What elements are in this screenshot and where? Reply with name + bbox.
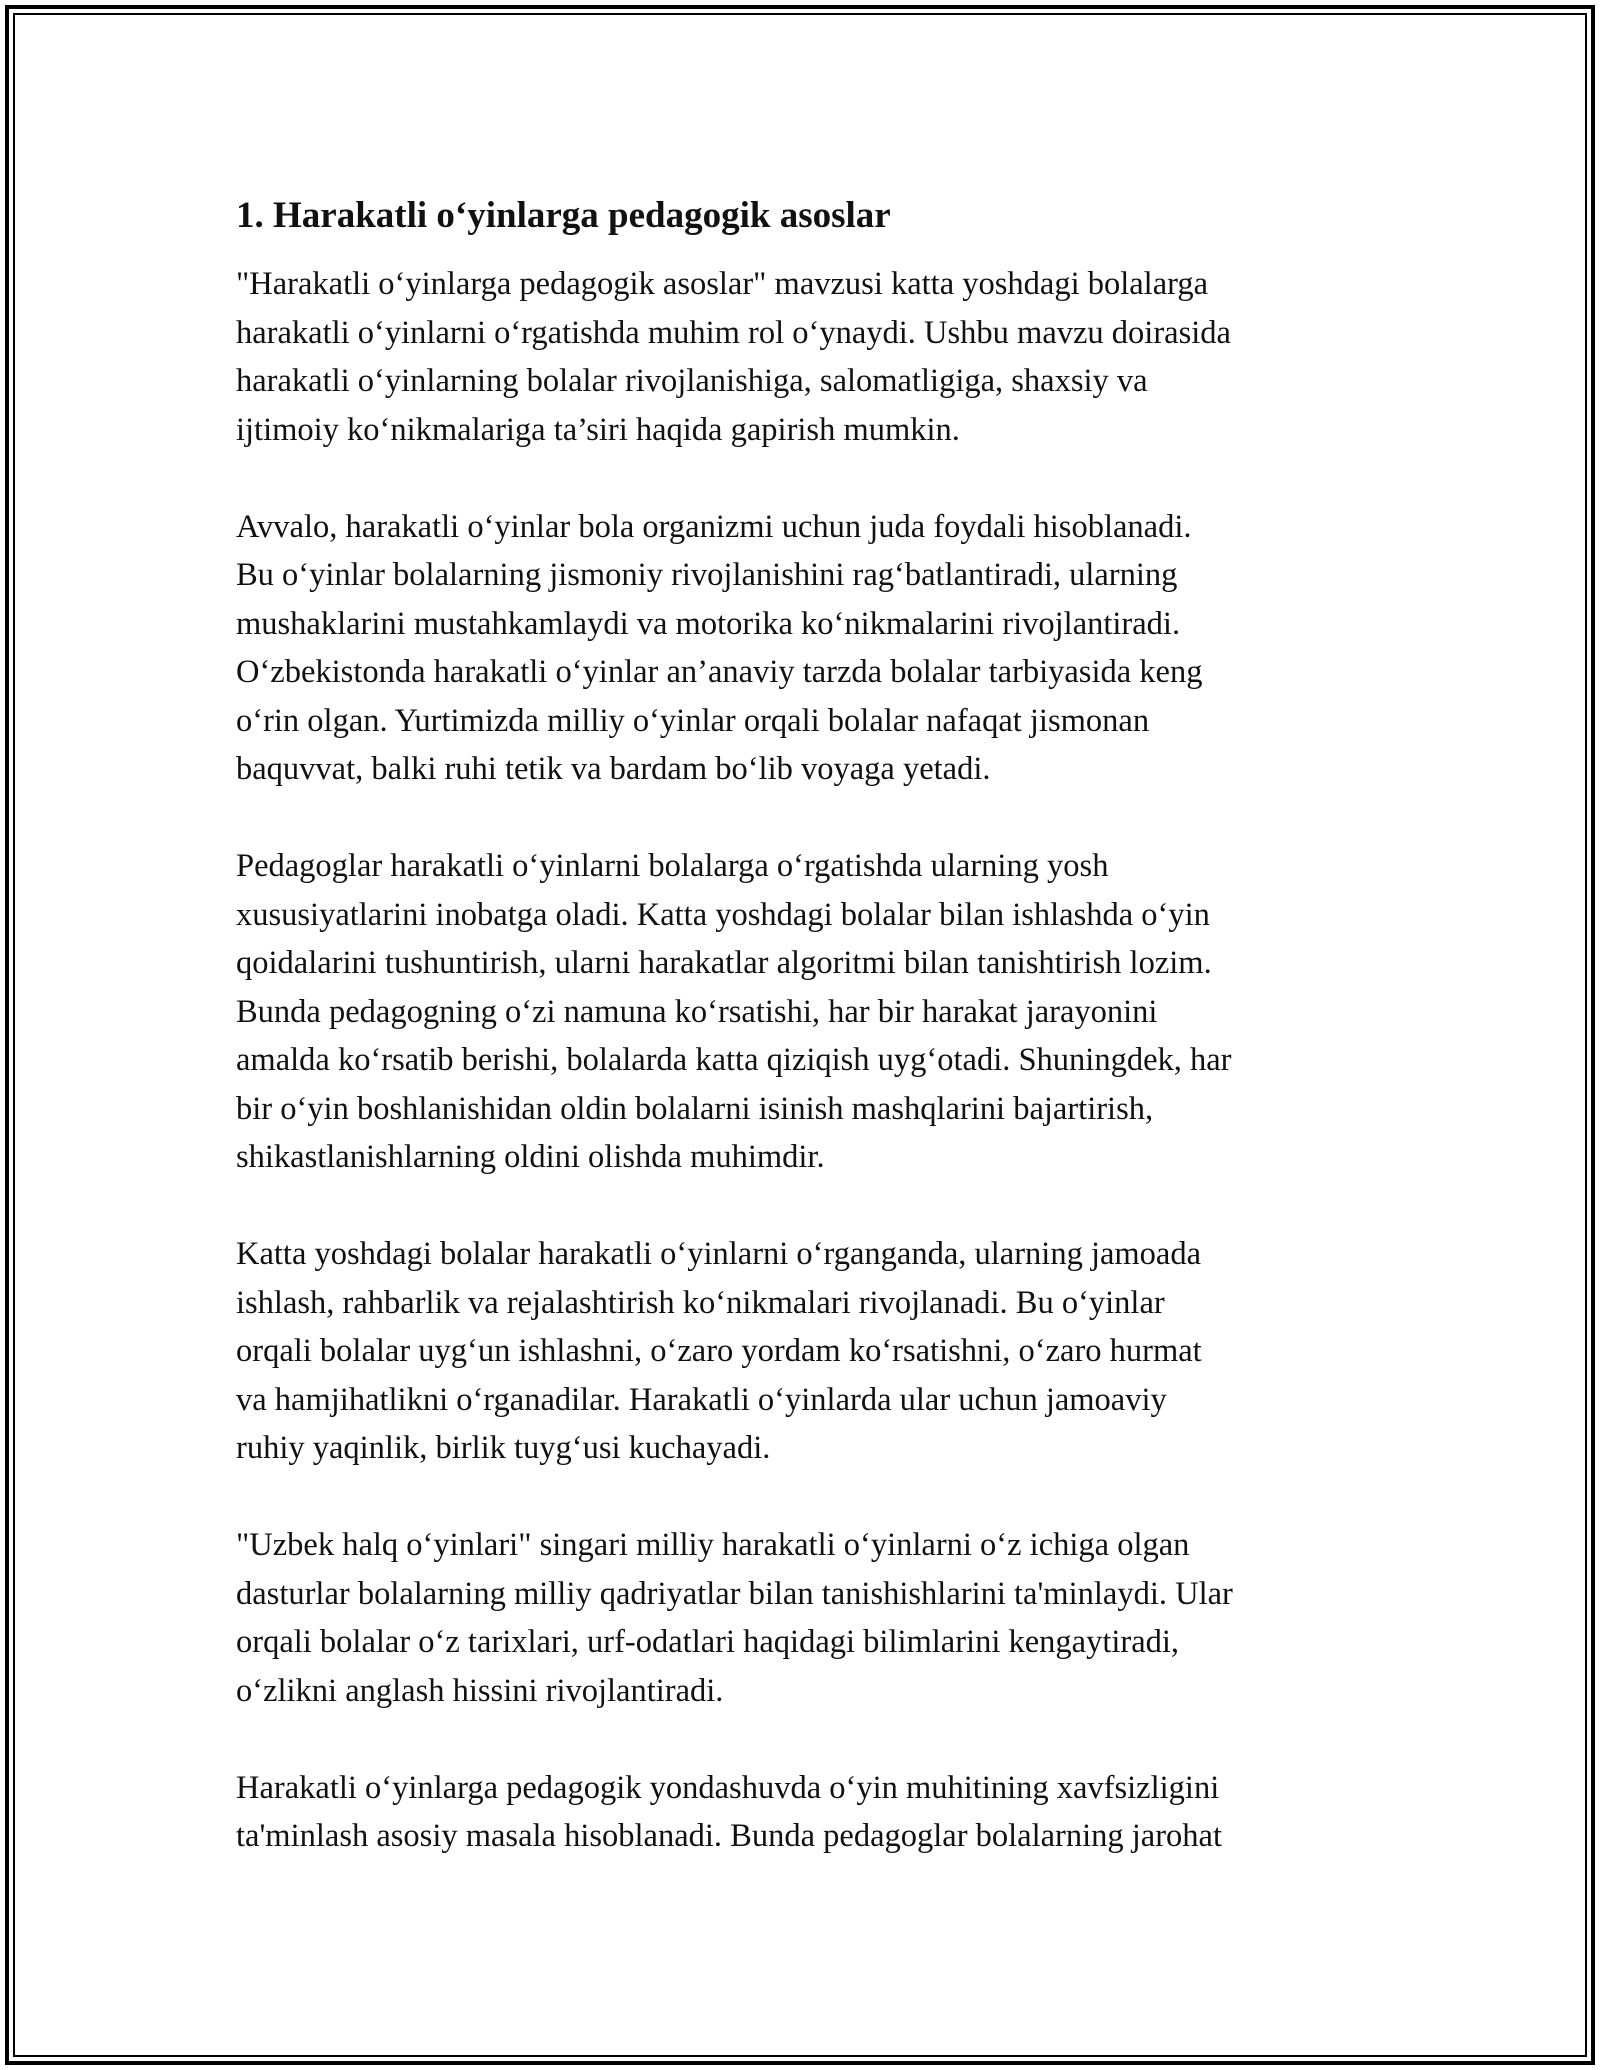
paragraph <box>236 1521 1386 1715</box>
text-line: mushaklarini mustahkamlaydi va motorika ko‘nikmalarini rivojlantiradi. <box>236 605 1181 642</box>
text-line: harakatli o‘yinlarni o‘rgatishda muhim rol o‘ynaydi. Ushbu mavzu doirasida <box>236 314 1231 351</box>
text-line: o‘rin olgan. Yurtimizda milliy o‘yinlar orqali bolalar nafaqat jismonan <box>236 702 1150 739</box>
text-line: ta'minlash asosiy masala hisoblanadi. Bunda pedagoglar bolalarning jarohat <box>236 1818 1223 1854</box>
text-line: Katta yoshdagi bolalar harakatli o‘yinlarni o‘rganganda, ularning jamoada <box>236 1236 1202 1272</box>
text-line: orqali bolalar o‘z tarixlari, urf-odatlari haqidagi bilimlarini kengaytiradi, <box>236 1624 1180 1660</box>
text-line: baquvvat, balki ruhi tetik va bardam bo‘lib voyaga yetadi. <box>236 751 991 787</box>
text-line: amalda ko‘rsatib berishi, bolalarda katta qiziqish uyg‘otadi. Shuningdek, har <box>236 1042 1232 1078</box>
document-body <box>236 192 1386 1909</box>
text-line: Bu o‘yinlar bolalarning jismoniy rivojlanishini rag‘batlantiradi, ularning <box>236 557 1178 593</box>
paragraph <box>236 260 1386 454</box>
text-line: "Harakatli o‘yinlarga pedagogik asoslar" mavzusi katta yoshdagi bolalarga <box>236 266 1209 302</box>
text-line: xususiyatlarini inobatga oladi. Katta yoshdagi bolalar bilan ishlashda o‘yin <box>236 896 1210 933</box>
text-line: Bunda pedagogning o‘zi namuna ko‘rsatishi, har bir harakat jarayonini <box>236 993 1158 1030</box>
text-line: o‘zlikni anglash hissini rivojlantiradi. <box>236 1672 724 1709</box>
paragraph <box>236 842 1386 1182</box>
text-line: ishlash, rahbarlik va rejalashtirish ko‘nikmalari rivojlanadi. Bu o‘yinlar <box>236 1284 1165 1321</box>
paragraph <box>236 503 1386 794</box>
text-line: Pedagoglar harakatli o‘yinlarni bolalarga o‘rgatishda ularning yosh <box>236 848 1109 884</box>
text-line: O‘zbekistonda harakatli o‘yinlar an’anaviy tarzda bolalar tarbiyasida keng <box>236 654 1203 690</box>
text-line: qoidalarini tushuntirish, ularni harakatlar algoritmi bilan tanishtirish lozim. <box>236 945 1212 981</box>
text-line: ruhiy yaqinlik, birlik tuyg‘usi kuchayadi. <box>236 1430 771 1466</box>
document-title: 1. Harakatli o‘yinlarga pedagogik asoslar <box>236 195 891 236</box>
text-line: va hamjihatlikni o‘rganadilar. Harakatli o‘yinlarda ular uchun jamoaviy <box>236 1381 1167 1418</box>
text-line: Harakatli o‘yinlarga pedagogik yondashuvda o‘yin muhitining xavfsizligini <box>236 1769 1220 1806</box>
text-line: Avvalo, harakatli o‘yinlar bola organizmi uchun juda foydali hisoblanadi. <box>236 508 1192 545</box>
text-line: orqali bolalar uyg‘un ishlashni, o‘zaro yordam ko‘rsatishni, o‘zaro hurmat <box>236 1333 1202 1369</box>
text-line: harakatli o‘yinlarning bolalar rivojlanishiga, salomatligiga, shaxsiy va <box>236 363 1148 399</box>
text-line: ijtimoiy ko‘nikmalariga ta’siri haqida gapirish mumkin. <box>236 411 960 448</box>
text-line: "Uzbek halq o‘yinlari" singari milliy harakatli o‘yinlarni o‘z ichiga olgan <box>236 1527 1190 1563</box>
paragraph <box>236 1764 1386 1861</box>
text-line: bir o‘yin boshlanishidan oldin bolalarni isinish mashqlarini bajartirish, <box>236 1090 1154 1127</box>
paragraph <box>236 1230 1386 1473</box>
text-line: shikastlanishlarning oldini olishda muhimdir. <box>236 1139 825 1175</box>
text-line: dasturlar bolalarning milliy qadriyatlar bilan tanishishlarini ta'minlaydi. Ular <box>236 1575 1233 1612</box>
